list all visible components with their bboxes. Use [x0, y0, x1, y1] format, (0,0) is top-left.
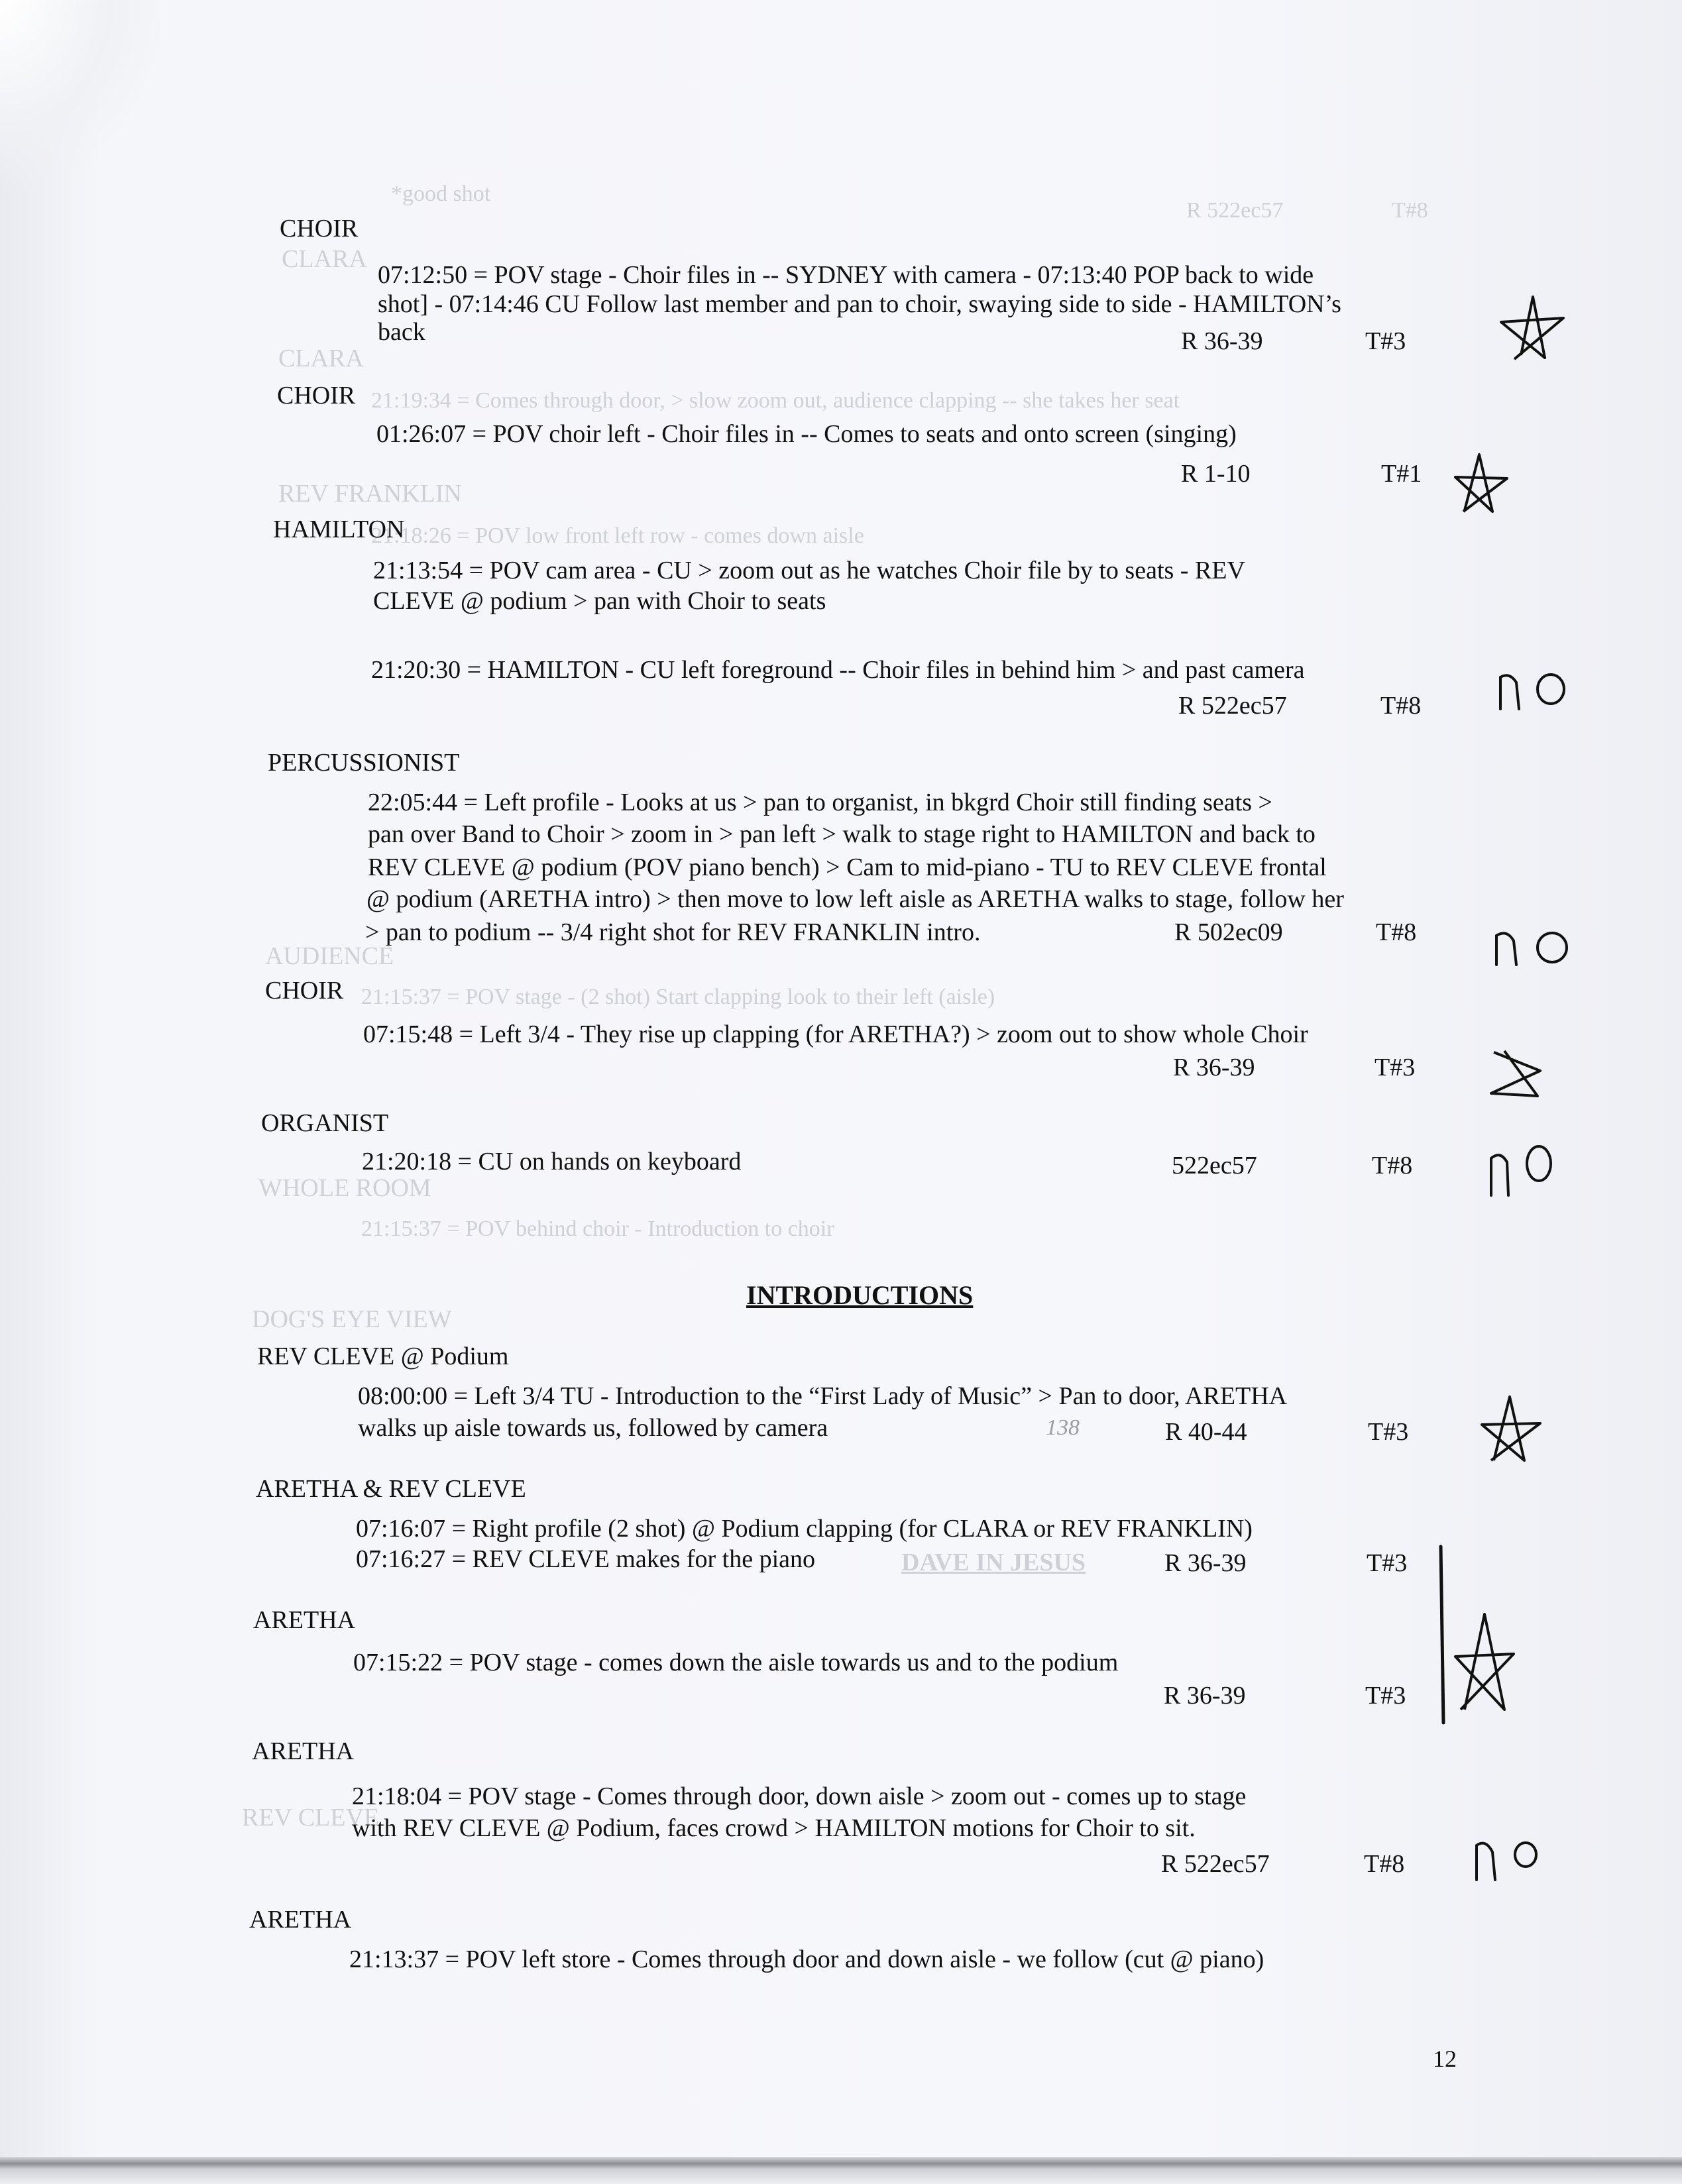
entry-line: 21:13:54 = POV cam area - CU > zoom out as he watches Choir file by to seats - REV — [373, 557, 1245, 584]
tape-ref: T#8 — [1364, 1850, 1405, 1878]
entry-line: 21:13:37 = POV left store - Comes through door and down aisle - we follow (cut @ piano) — [349, 1945, 1264, 1973]
ghost-clara: CLARA — [282, 245, 367, 273]
block-heading-aretha: ARETHA — [249, 1906, 352, 1934]
reel-ref: R 36-39 — [1181, 327, 1263, 355]
ghost-audience-line: 21:15:37 = POV stage - (2 shot) Start clapping look to their left (aisle) — [361, 985, 995, 1009]
ghost-rev-cleve: REV CLEVE — [242, 1804, 380, 1831]
block-heading-aretha: ARETHA — [252, 1737, 355, 1765]
section-title-introductions: INTRODUCTIONS — [746, 1280, 974, 1310]
handwritten-star-mark — [1478, 1392, 1544, 1468]
ghost-dogs-eye: DOG'S EYE VIEW — [252, 1305, 452, 1333]
entry-line: walks up aisle towards us, followed by camera — [358, 1414, 828, 1442]
entry-line: 01:26:07 = POV choir left - Choir files in -- Comes to seats and onto screen (singing) — [376, 420, 1237, 448]
entry-line: 07:15:48 = Left 3/4 - They rise up clapping (for ARETHA?) > zoom out to show whole Choir — [363, 1020, 1308, 1048]
handwritten-no-note — [1492, 924, 1579, 973]
entry-line: 07:12:50 = POV stage - Choir files in -- SYDNEY with camera - 07:13:40 POP back to wide — [378, 261, 1314, 289]
ghost-good-shot: *good shot — [391, 182, 491, 206]
tape-ref: T#8 — [1380, 692, 1422, 720]
block-heading-hamilton: HAMILTON — [273, 516, 405, 543]
handwritten-star-mark — [1451, 1610, 1518, 1720]
block-heading-aretha: ARETHA — [253, 1606, 356, 1634]
reel-ref: R 36-39 — [1173, 1054, 1255, 1081]
entry-line: > pan to podium -- 3/4 right shot for REV FRANKLIN intro. — [365, 918, 981, 946]
entry-line: CLEVE @ podium > pan with Choir to seats — [373, 587, 826, 615]
tape-ref: T#8 — [1376, 918, 1417, 946]
block-heading-rev-cleve: REV CLEVE @ Podium — [257, 1342, 509, 1370]
page-curl — [0, 0, 172, 199]
ghost-whole-room-line: 21:15:37 = POV behind choir - Introduction to choir — [361, 1217, 834, 1241]
entry-line: back — [378, 318, 425, 346]
reel-ref: R 502ec09 — [1174, 918, 1283, 946]
entry-line: 07:16:07 = Right profile (2 shot) @ Podium clapping (for CLARA or REV FRANKLIN) — [356, 1515, 1253, 1543]
ghost-whole-room: WHOLE ROOM — [258, 1174, 431, 1202]
handwritten-star-mark — [1485, 1047, 1544, 1103]
handwritten-no-note — [1473, 1832, 1545, 1888]
tape-ref: T#3 — [1368, 1418, 1409, 1446]
ghost-rev-franklin: REV FRANKLIN — [278, 480, 462, 508]
reel-ref: R 1-10 — [1181, 460, 1251, 488]
handwritten-no-note — [1496, 663, 1576, 719]
tape-ref: T#3 — [1374, 1054, 1416, 1081]
entry-line: 08:00:00 = Left 3/4 TU - Introduction to the “First Lady of Music” > Pan to door, ARETHA — [358, 1382, 1288, 1410]
reel-ref: R 36-39 — [1164, 1682, 1246, 1710]
tape-ref: T#3 — [1365, 1682, 1406, 1710]
reel-ref: R 36-39 — [1164, 1549, 1247, 1577]
handwritten-bracket-line — [1431, 1544, 1451, 1733]
block-heading-aretha-rev-cleve: ARETHA & REV CLEVE — [256, 1475, 526, 1503]
ghost-clara-2: CLARA — [278, 345, 364, 372]
ghost-rev-line: 21:18:26 = POV low front left row - comes down aisle — [371, 523, 864, 548]
entry-line: 22:05:44 = Left profile - Looks at us > pan to organist, in bkgrd Choir still finding seats > — [368, 789, 1272, 816]
ghost-reel: R 522ec57 — [1186, 198, 1284, 223]
tape-ref: T#3 — [1365, 327, 1406, 355]
block-heading-choir: CHOIR — [265, 977, 344, 1005]
page-bottom-edge — [0, 2157, 1682, 2184]
reel-ref: R 522ec57 — [1161, 1850, 1270, 1878]
page-number: 12 — [1433, 2046, 1457, 2072]
ghost-clara-line: 21:19:34 = Comes through door, > slow zoom out, audience clapping -- she takes her seat — [371, 388, 1180, 413]
block-heading-organist: ORGANIST — [261, 1109, 389, 1137]
reel-ref: 522ec57 — [1172, 1152, 1257, 1179]
reel-ref: R 40-44 — [1165, 1418, 1247, 1446]
handwritten-star-mark — [1494, 292, 1567, 368]
ghost-song-heading: DAVE IN JESUS — [901, 1549, 1086, 1576]
handwritten-star-mark — [1451, 451, 1511, 520]
tape-ref: T#1 — [1381, 460, 1422, 488]
reel-ref: R 522ec57 — [1178, 692, 1287, 720]
entry-line: 07:16:27 = REV CLEVE makes for the piano — [356, 1545, 816, 1573]
entry-line: 21:20:18 = CU on hands on keyboard — [362, 1148, 742, 1175]
pencil-note: 138 — [1046, 1415, 1080, 1440]
entry-line: shot] - 07:14:46 CU Follow last member and pan to choir, swaying side to side - HAMILTON’s — [378, 290, 1341, 318]
entry-line: 07:15:22 = POV stage - comes down the aisle towards us and to the podium — [353, 1649, 1119, 1676]
entry-line: @ podium (ARETHA intro) > then move to low left aisle as ARETHA walks to stage, follow her — [366, 885, 1344, 913]
block-heading-percussionist: PERCUSSIONIST — [268, 749, 460, 777]
entry-line: pan over Band to Choir > zoom in > pan left > walk to stage right to HAMILTON and back to — [368, 820, 1316, 848]
block-heading-choir: CHOIR — [277, 382, 356, 410]
tape-ref: T#3 — [1367, 1549, 1408, 1577]
ghost-tape: T#8 — [1392, 198, 1428, 223]
entry-line: 21:20:30 = HAMILTON - CU left foreground -- Choir files in behind him > and past camera — [371, 656, 1305, 684]
entry-line: REV CLEVE @ podium (POV piano bench) > Cam to mid-piano - TU to REV CLEVE frontal — [368, 853, 1327, 881]
entry-line: with REV CLEVE @ Podium, faces crowd > HAMILTON motions for Choir to sit. — [352, 1814, 1196, 1842]
ghost-audience: AUDIENCE — [265, 942, 394, 970]
handwritten-no-note — [1487, 1140, 1560, 1203]
block-heading-choir: CHOIR — [280, 215, 359, 243]
tape-ref: T#8 — [1372, 1152, 1413, 1179]
entry-line: 21:18:04 = POV stage - Comes through door, down aisle > zoom out - comes up to stage — [352, 1782, 1247, 1810]
